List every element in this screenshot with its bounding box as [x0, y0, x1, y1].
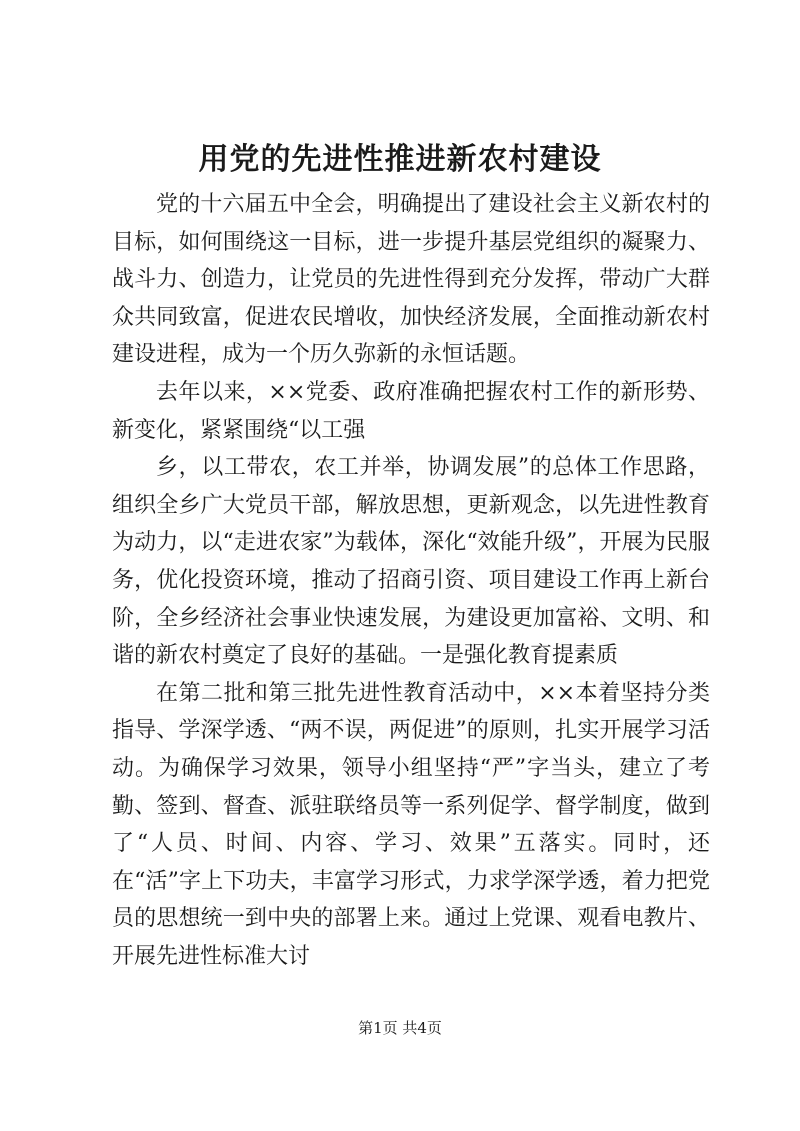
document-title: 用党的先进性推进新农村建设 — [198, 142, 602, 177]
paragraph-2: 去年以来，××党委、政府准确把握农村工作的新形势、新变化，紧紧围绕“以工强 — [112, 379, 710, 443]
document-body — [112, 186, 710, 975]
paragraph-3: 乡，以工带农，农工并举，协调发展”的总体工作思路，组织全乡广大党员干部，解放思想，更新观念，以先进性教育为动力，以“走进农家”为载体，深化“效能升级”，开展为民服务，优化投资环境，推动了招商引资、项目建设工作再上新台阶，全乡经济社会事业快速发展，为建设更加富裕、文明、和谐的新农村奠定了良好的基础。一是强化教育提素质 — [112, 455, 710, 669]
paragraph-4: 在第二批和第三批先进性教育活动中，××本着坚持分类指导、学深学透、“两不误，两促进”的原则，扎实开展学习活动。为确保学习效果，领导小组坚持“严”字当头，建立了考勤、签到、督查、派驻联络员等一系列促学、督学制度，做到了“人员、时间、内容、学习、效果”五落实。同时，还在“活”字上下功夫，丰富学习形式，力求学深学透，着力把党员的思想统一到中央的部署上来。通过上党课、观看电教片、开展先进性标准大讨 — [112, 680, 710, 969]
page-footer: 第1页 共4页 — [358, 1019, 442, 1037]
paragraph-1: 党的十六届五中全会，明确提出了建设社会主义新农村的目标，如何围绕这一目标，进一步提升基层党组织的凝聚力、战斗力、创造力，让党员的先进性得到充分发挥，带动广大群众共同致富，促进农民增收，加快经济发展，全面推动新农村建设进程，成为一个历久弥新的永恒话题。 — [112, 192, 710, 368]
